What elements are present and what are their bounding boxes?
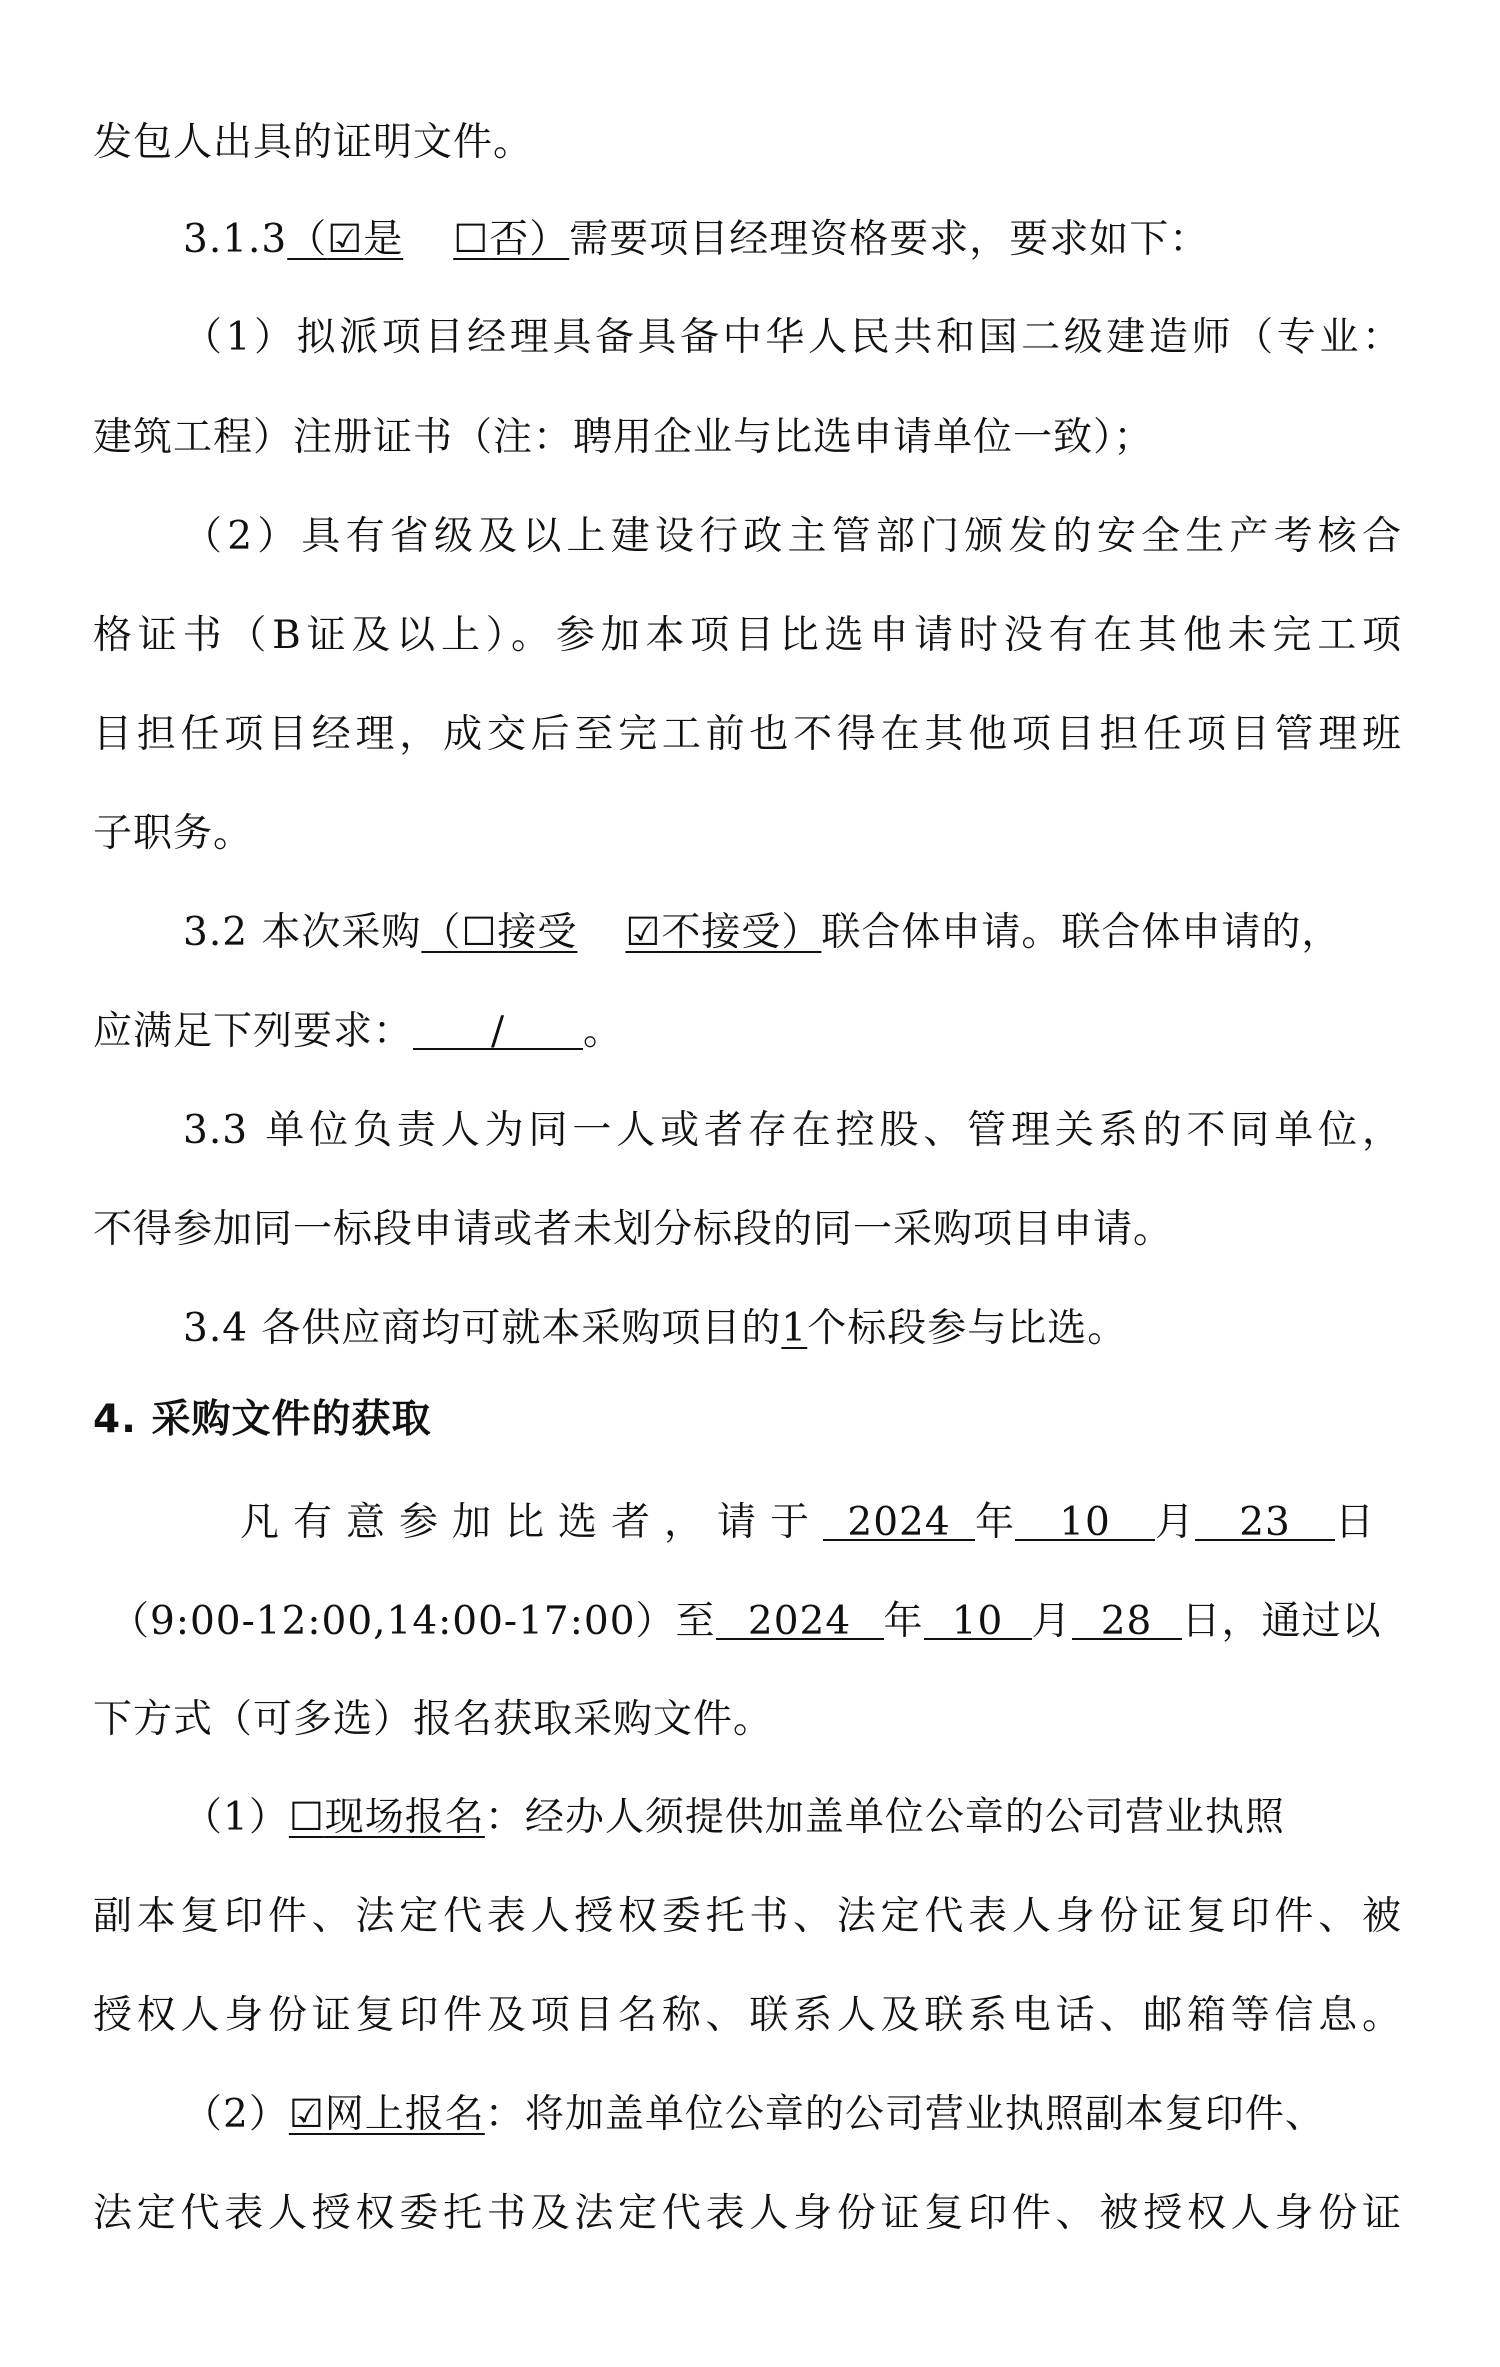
- requirement-2-line: 目担任项目经理，成交后至完工前也不得在其他项目担任项目管理班: [93, 712, 1402, 757]
- start-month-field: 10: [1015, 1495, 1155, 1541]
- requirement-2-line: （2）具有省级及以上建设行政主管部门颁发的安全生产考核合: [183, 514, 1402, 559]
- clause-3-2: [183, 905, 1402, 961]
- section-heading: 4. 采购文件的获取: [93, 1397, 432, 1442]
- requirement-1-line: （1）拟派项目经理具备具备中华人民共和国二级建造师（专业：: [183, 315, 1402, 360]
- paragraph-line: [93, 115, 1402, 171]
- option-yes-label: 是: [363, 217, 404, 262]
- start-day-field: 23: [1195, 1495, 1335, 1541]
- registration-period-line: 凡有意参加比选者，请于 2024 年 10 月 23 日: [240, 1495, 1402, 1551]
- clause-3-1-3: [183, 212, 1402, 268]
- checkbox-empty-icon: ☐: [461, 910, 498, 955]
- requirement-2-line: 子职务。: [93, 811, 254, 856]
- end-year-field: 2024: [716, 1594, 884, 1640]
- clause-number: 3.1.3: [183, 217, 288, 262]
- end-month-field: 10: [924, 1594, 1032, 1640]
- lot-count: 1: [781, 1306, 808, 1351]
- checkbox-empty-icon: ☐: [453, 217, 490, 262]
- checkbox-checked-icon: ☑: [288, 2092, 325, 2137]
- clause-3-4: 3.4 各供应商均可就本采购项目的1个标段参与比选。: [183, 1306, 1128, 1351]
- checkbox-checked-icon: ☑: [625, 910, 662, 955]
- text: 发包人出具的证明文件。: [93, 120, 534, 165]
- clause-text: 3.2 本次采购: [183, 910, 422, 955]
- end-day-field: 28: [1072, 1594, 1182, 1640]
- clause-3-2-line2: 应满足下列要求： / 。: [93, 1004, 1402, 1060]
- clause-text: 需要项目经理资格要求，要求如下：: [569, 217, 1210, 262]
- requirement-2-line: 格证书（B证及以上）。参加本项目比选申请时没有在其他未完工项: [93, 613, 1402, 658]
- requirement-1-line: 建筑工程）注册证书（注：聘用企业与比选申请单位一致）；: [93, 415, 1154, 460]
- option-online-registration: （2）☑网上报名：将加盖单位公章的公司营业执照副本复印件、: [183, 2092, 1325, 2137]
- registration-period-line: 下方式（可多选）报名获取采购文件。: [93, 1697, 774, 1742]
- option-no-label: 否: [489, 217, 530, 262]
- online-registration-option: ☑网上报名: [288, 2092, 485, 2137]
- fill-in-blank: /: [413, 1004, 583, 1050]
- option-accept-label: 接受: [497, 910, 578, 955]
- option-onsite-registration: （1）☐现场报名：经办人须提供加盖单位公章的公司营业执照: [183, 1795, 1285, 1840]
- option-onsite-registration: 授权人身份证复印件及项目名称、联系人及联系电话、邮箱等信息。: [93, 1993, 1402, 2038]
- option-reject-label: 不接受: [661, 910, 782, 955]
- yes-no-choice: （☑是 ☐否）: [287, 217, 570, 262]
- registration-period-line: （9:00-12:00,14:00-17:00）至 2024 年 10 月 28 日，通过以: [110, 1594, 1402, 1650]
- clause-3-3: 3.3 单位负责人为同一人或者存在控股、管理关系的不同单位，: [183, 1108, 1402, 1153]
- start-year-field: 2024: [823, 1495, 975, 1541]
- onsite-registration-option: ☐现场报名: [288, 1795, 485, 1840]
- option-online-registration: 法定代表人授权委托书及法定代表人身份证复印件、被授权人身份证: [93, 2191, 1402, 2236]
- accept-reject-choice: （☐接受 ☑不接受）: [421, 910, 822, 955]
- option-onsite-registration: 副本复印件、法定代表人授权委托书、法定代表人身份证复印件、被: [93, 1894, 1402, 1939]
- checkbox-empty-icon: ☐: [288, 1795, 325, 1840]
- clause-3-3: 不得参加同一标段申请或者未划分标段的同一采购项目申请。: [93, 1207, 1174, 1252]
- office-hours: （9:00-12:00,14:00-17:00）至: [110, 1599, 716, 1644]
- checkbox-checked-icon: ☑: [327, 217, 364, 262]
- clause-text: 联合体申请。联合体申请的，: [821, 910, 1342, 955]
